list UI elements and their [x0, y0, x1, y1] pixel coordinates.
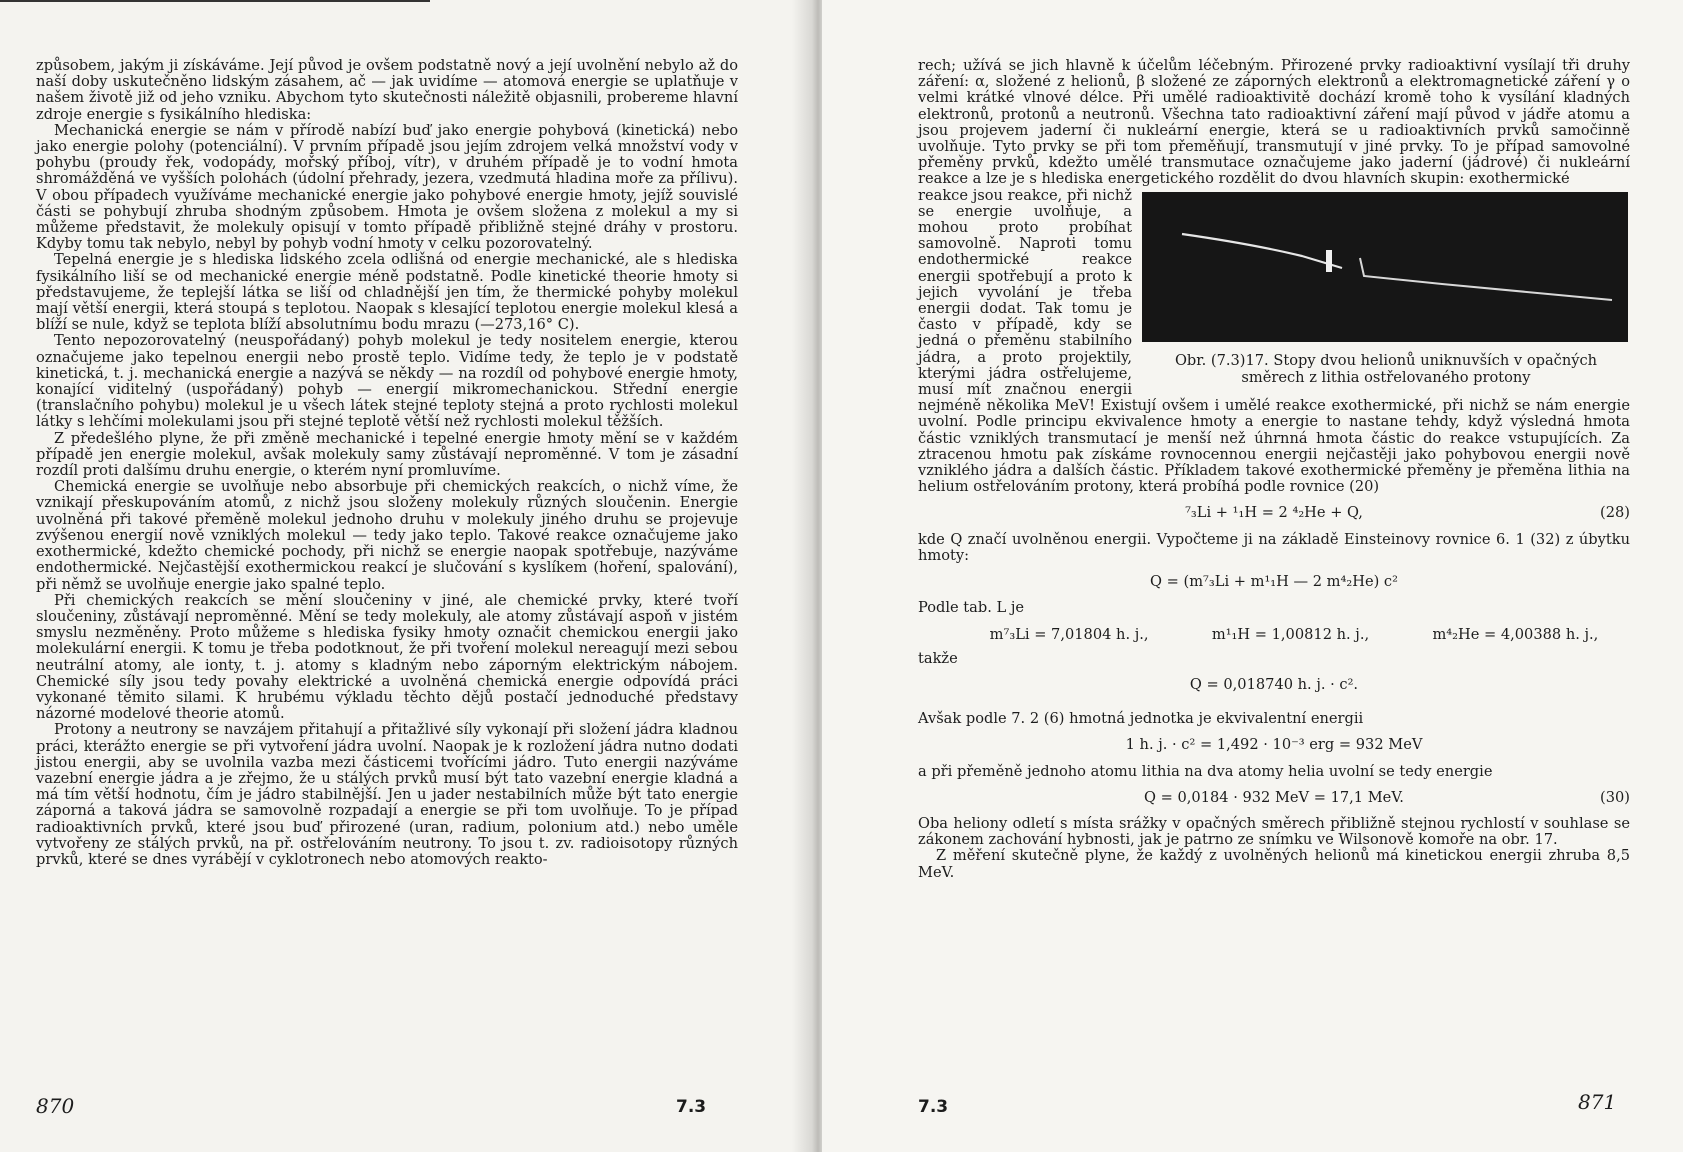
- page-number: 870: [36, 1094, 75, 1118]
- section-marker: 7.3: [918, 1097, 949, 1117]
- left-text-column: [36, 58, 738, 868]
- equation-30: [918, 790, 1630, 806]
- paragraph: Z předešlého plyne, že při změně mechanické i tepelné energie hmoty mění se v každém případě jen energie molekul, avšak molekuly samy zůstávají neproměnné. V tom je zásadní rozdíl proti dalšímu druhu energie, o kterém nyní promluvíme.: [36, 429, 738, 480]
- mass-values-row: [958, 627, 1630, 643]
- equation-text: ⁷₃Li + ¹₁H = 2 ⁴₂He + Q,: [1185, 504, 1363, 522]
- paragraph: Tepelná energie je s hlediska lidského zcela odlišná od energie mechanické, ale s hlediska fysikálního liší se od mechanické energie méně podstatně. Podle kinetické theorie hmoty si představujeme, že teplejší látka se liší od chladnější jen tím, že thermické pohyby molekul mají větší energii, která stoupá s teplotou. Naopak s klesající teplotou energie molekul klesá a blíží se nule, když se teplota blíží absolutnímu bodu mrazu (—273,16° C).: [36, 251, 738, 334]
- paragraph: Při chemických reakcích se mění sloučeniny v jiné, ale chemické prvky, které tvoří sloučeniny, zůstávají neproměnné. Mění se tedy molekuly, ale atomy zůstávají aspoň v jistém smyslu nezměněny. Proto můžeme s hlediska fysiky hmoty označit chemickou energii jako molekulární energii. K tomu je třeba podotknout, že při tvoření molekul nereagují mezi sebou neutrální atomy, ale ionty, t. j. atomy s kladným nebo záporným elektrickým nábojem. Chemické síly jsou tedy povahy elektrické a uvolněná chemická energie odpovídá práci vykonané těmito silami. K hrubému výkladu těchto dějů postačí jednoduché představy názorné modelové theorie atomů.: [36, 591, 738, 723]
- paragraph: Protony a neutrony se navzájem přitahují a přitažlivé síly vykonají při složení jádra kladnou práci, kterážto energie se při vytvoření jádra uvolní. Naopak je k rozložení jádra nutno dodati jistou energii, aby se uvolnila vazba mezi částicemi tvořícími jádro. Tuto energii nazýváme vazební energie jádra a je zřejmo, že u stálých prvků musí být tato vazební energie kladná a má tím větší hodnotu, čím je jádro stabilnější. Jen u jader nestabilních může být tato energie záporná a taková jádra se samovolně rozpadají a energie se při tom uvolňuje. To je případ radioaktivních prvků, které jsou buď přirozené (uran, radium, polonium atd.) nebo uměle vytvořeny ze stálých prvků, na př. ostřelováním neutrony. To jsou t. zv. radioisotopy různých prvků, které se dnes vyrábějí v cyklotronech nebo atomových reakto-: [36, 721, 738, 868]
- equation-mass-unit: 1 h. j. · c² = 1,492 · 10⁻³ erg = 932 MeV: [1125, 736, 1423, 754]
- equation-number: (28): [1600, 504, 1630, 522]
- paragraph: kde Q značí uvolněnou energii. Vypočteme ji na základě Einsteinovy rovnice 6. 1 (32) z úbytku hmoty:: [918, 530, 1630, 564]
- particle-tracks-image: [1142, 192, 1628, 342]
- paragraph: Z měření skutečně plyne, že každý z uvolněných helionů má kinetickou energii zhruba 8,5 MeV.: [918, 847, 1630, 881]
- mass-helium: m⁴₂He = 4,00388 h. j.,: [1432, 625, 1599, 643]
- paragraph: Tento nepozorovatelný (neuspořádaný) pohyb molekul je tedy nositelem energie, kterou označujeme jako tepelnou energii nebo prostě teplo. Vidíme tedy, že teplo je v podstatě kinetická, t. j. mechanická energie a nazývá se někdy — na rozdíl od pohybové energie hmoty, konající viditelný (uspořádaný) pohyb — energií mikromechanickou. Střední energie (translačního pohybu) molekul je u všech látek stejné teploty stejná a proto rychlosti molekul látky s lehčími molekulami jsou při stejné teplotě větší než rychlosti molekul těžších.: [36, 332, 738, 431]
- right-text-column: [918, 58, 1630, 881]
- paragraph: reakce jsou reakce, při nichž se energie uvolňuje, a mohou proto probíhat samovolně. Naproti tomu endothermické reakce energii spotřebují a proto k jejich vyvolání je třeba energii dodat. Tak tomu je často v případě, kdy se jedná o přeměnu stabilního jádra, a proto projektily, kterými jádra ostřelujeme, musí mít značnou energii nejméně několika MeV! Existují ovšem i umělé reakce exothermické, při nichž se nám energie uvolní. Podle principu ekvivalence hmoty a energie to nastane tehdy, když výsledná hmota částic vzniklých transmutací je menší než úhrnná hmota částic do reakce vstupujících. Za ztracenou hmotu pak získáme rovnocennou energii nejčastěji jako pohybovou energii nově vzniklého jádra a dalších částic. Příkladem takové exothermické přeměny je přeměna lithia na helium ostřelováním protony, která probíhá podle rovnice (20): [918, 186, 1630, 496]
- equation-28: [918, 505, 1630, 521]
- equation-q-value: Q = 0,018740 h. j. · c².: [1189, 675, 1359, 693]
- equation-mass-defect: Q = (m⁷₃Li + m¹₁H — 2 m⁴₂He) c²: [1150, 573, 1398, 591]
- paragraph: způsobem, jakým ji získáváme. Její původ je ovšem podstatně nový a její uvolnění nebylo až do naší doby uskutečněno lidským zásahem, ač — jak uvidíme — atomová energie se uplatňuje v našem životě již od jeho vzniku. Abychom tyto skutečnosti náležitě objasnili, probereme hlavní zdroje energie s fysikálního hlediska:: [36, 57, 738, 123]
- top-rule: [0, 0, 430, 2]
- mass-lithium: m⁷₃Li = 7,01804 h. j.,: [989, 625, 1149, 643]
- equation-text: Q = 0,0184 · 932 MeV = 17,1 MeV.: [1144, 788, 1404, 806]
- paragraph: Oba heliony odletí s místa srážky v opačných směrech přibližně stejnou rychlostí v souhlase se zákonem zachování hybnosti, jak je patrno ze snímku ve Wilsonově komoře na obr. 17.: [918, 814, 1630, 849]
- cloud-chamber-photo: [1142, 192, 1628, 342]
- section-marker: 7.3: [676, 1097, 707, 1117]
- equation-number: (30): [1600, 788, 1630, 806]
- right-page: [822, 0, 1683, 1152]
- paragraph: Mechanická energie se nám v přírodě nabízí buď jako energie pohybová (kinetická) nebo jako energie polohy (potenciální). V prvním případě jsou jejím zdrojem velká množství vody v pohybu (proudy řek, vodopády, mořský příboj, vítr), v druhém případě je to vodní hmota shromážděná ve vyšších polohách (údolní přehrady, jezera, vzedmutá hladina moře za přílivu). V obou případech využíváme mechanické energie jako pohybové energie hmoty, jejíž souvislé části se pohybují zhruba shodným způsobem. Hmota je ovšem složena z molekul a my si můžeme představit, že molekuly opisují v tomto případě přibližně stejné dráhy v prostoru. Kdyby tomu tak nebylo, nebyl by pohyb vodní hmoty v celku pozorovatelný.: [36, 121, 738, 253]
- paragraph: rech; užívá se jich hlavně k účelům léčebným. Přirozené prvky radioaktivní vysílají tři druhy záření: α, složené z helionů, β složené ze záporných elektronů a elektromagnetické záření γ o velmi krátké vlnové délce. Při umělé radioaktivitě dochází kromě toho k vysílání kladných elektronů, protonů a neutronů. Všechna tato radioaktivní záření mají původ v jádře atomu a jsou projevem jaderní či nukleární energie, která se u radioaktivních prvků samočinně uvolňuje. Tyto prvky se při tom přeměňují, transmutují v jiné prvky. To je případ samovolné přeměny prvků, kdežto umělé transmutace označujeme jako jaderní (jádrové) či nukleární reakce a lze je s hlediska energetického rozdělit do dvou hlavních skupin: exothermické: [918, 57, 1630, 188]
- figure-caption: Obr. (7.3)17. Stopy dvou helionů uniknuvších v opačných směrech z lithia ostřelovaného protony: [1174, 351, 1598, 386]
- left-page: [0, 0, 820, 1152]
- figure: [1142, 192, 1630, 386]
- paragraph: a při přeměně jednoho atomu lithia na dva atomy helia uvolní se tedy energie: [918, 762, 1493, 780]
- mass-hydrogen: m¹₁H = 1,00812 h. j.,: [1211, 625, 1370, 643]
- page-number: 871: [1578, 1090, 1617, 1114]
- paragraph: takže: [918, 649, 958, 667]
- paragraph: Avšak podle 7. 2 (6) hmotná jednotka je ekvivalentní energii: [918, 710, 1364, 728]
- paragraph: Chemická energie se uvolňuje nebo absorbuje při chemických reakcích, o nichž víme, že vznikají přeskupováním atomů, z nichž jsou složeny molekuly různých sloučenin. Energie uvolněná při takové přeměně molekul jednoho druhu v molekuly jiného druhu se projevuje zvýšenou energií nově vzniklých molekul — tedy jako teplo. Takové reakce označujeme jako exothermické, kdežto chemické pochody, při nichž se energie naopak spotřebuje, nazýváme endothermické. Nejčastější exothermickou reakcí je slučování s kyslíkem (hoření, spalování), při němž se uvolňuje energie jako spalné teplo.: [36, 478, 738, 593]
- paragraph: Podle tab. L je: [918, 599, 1024, 617]
